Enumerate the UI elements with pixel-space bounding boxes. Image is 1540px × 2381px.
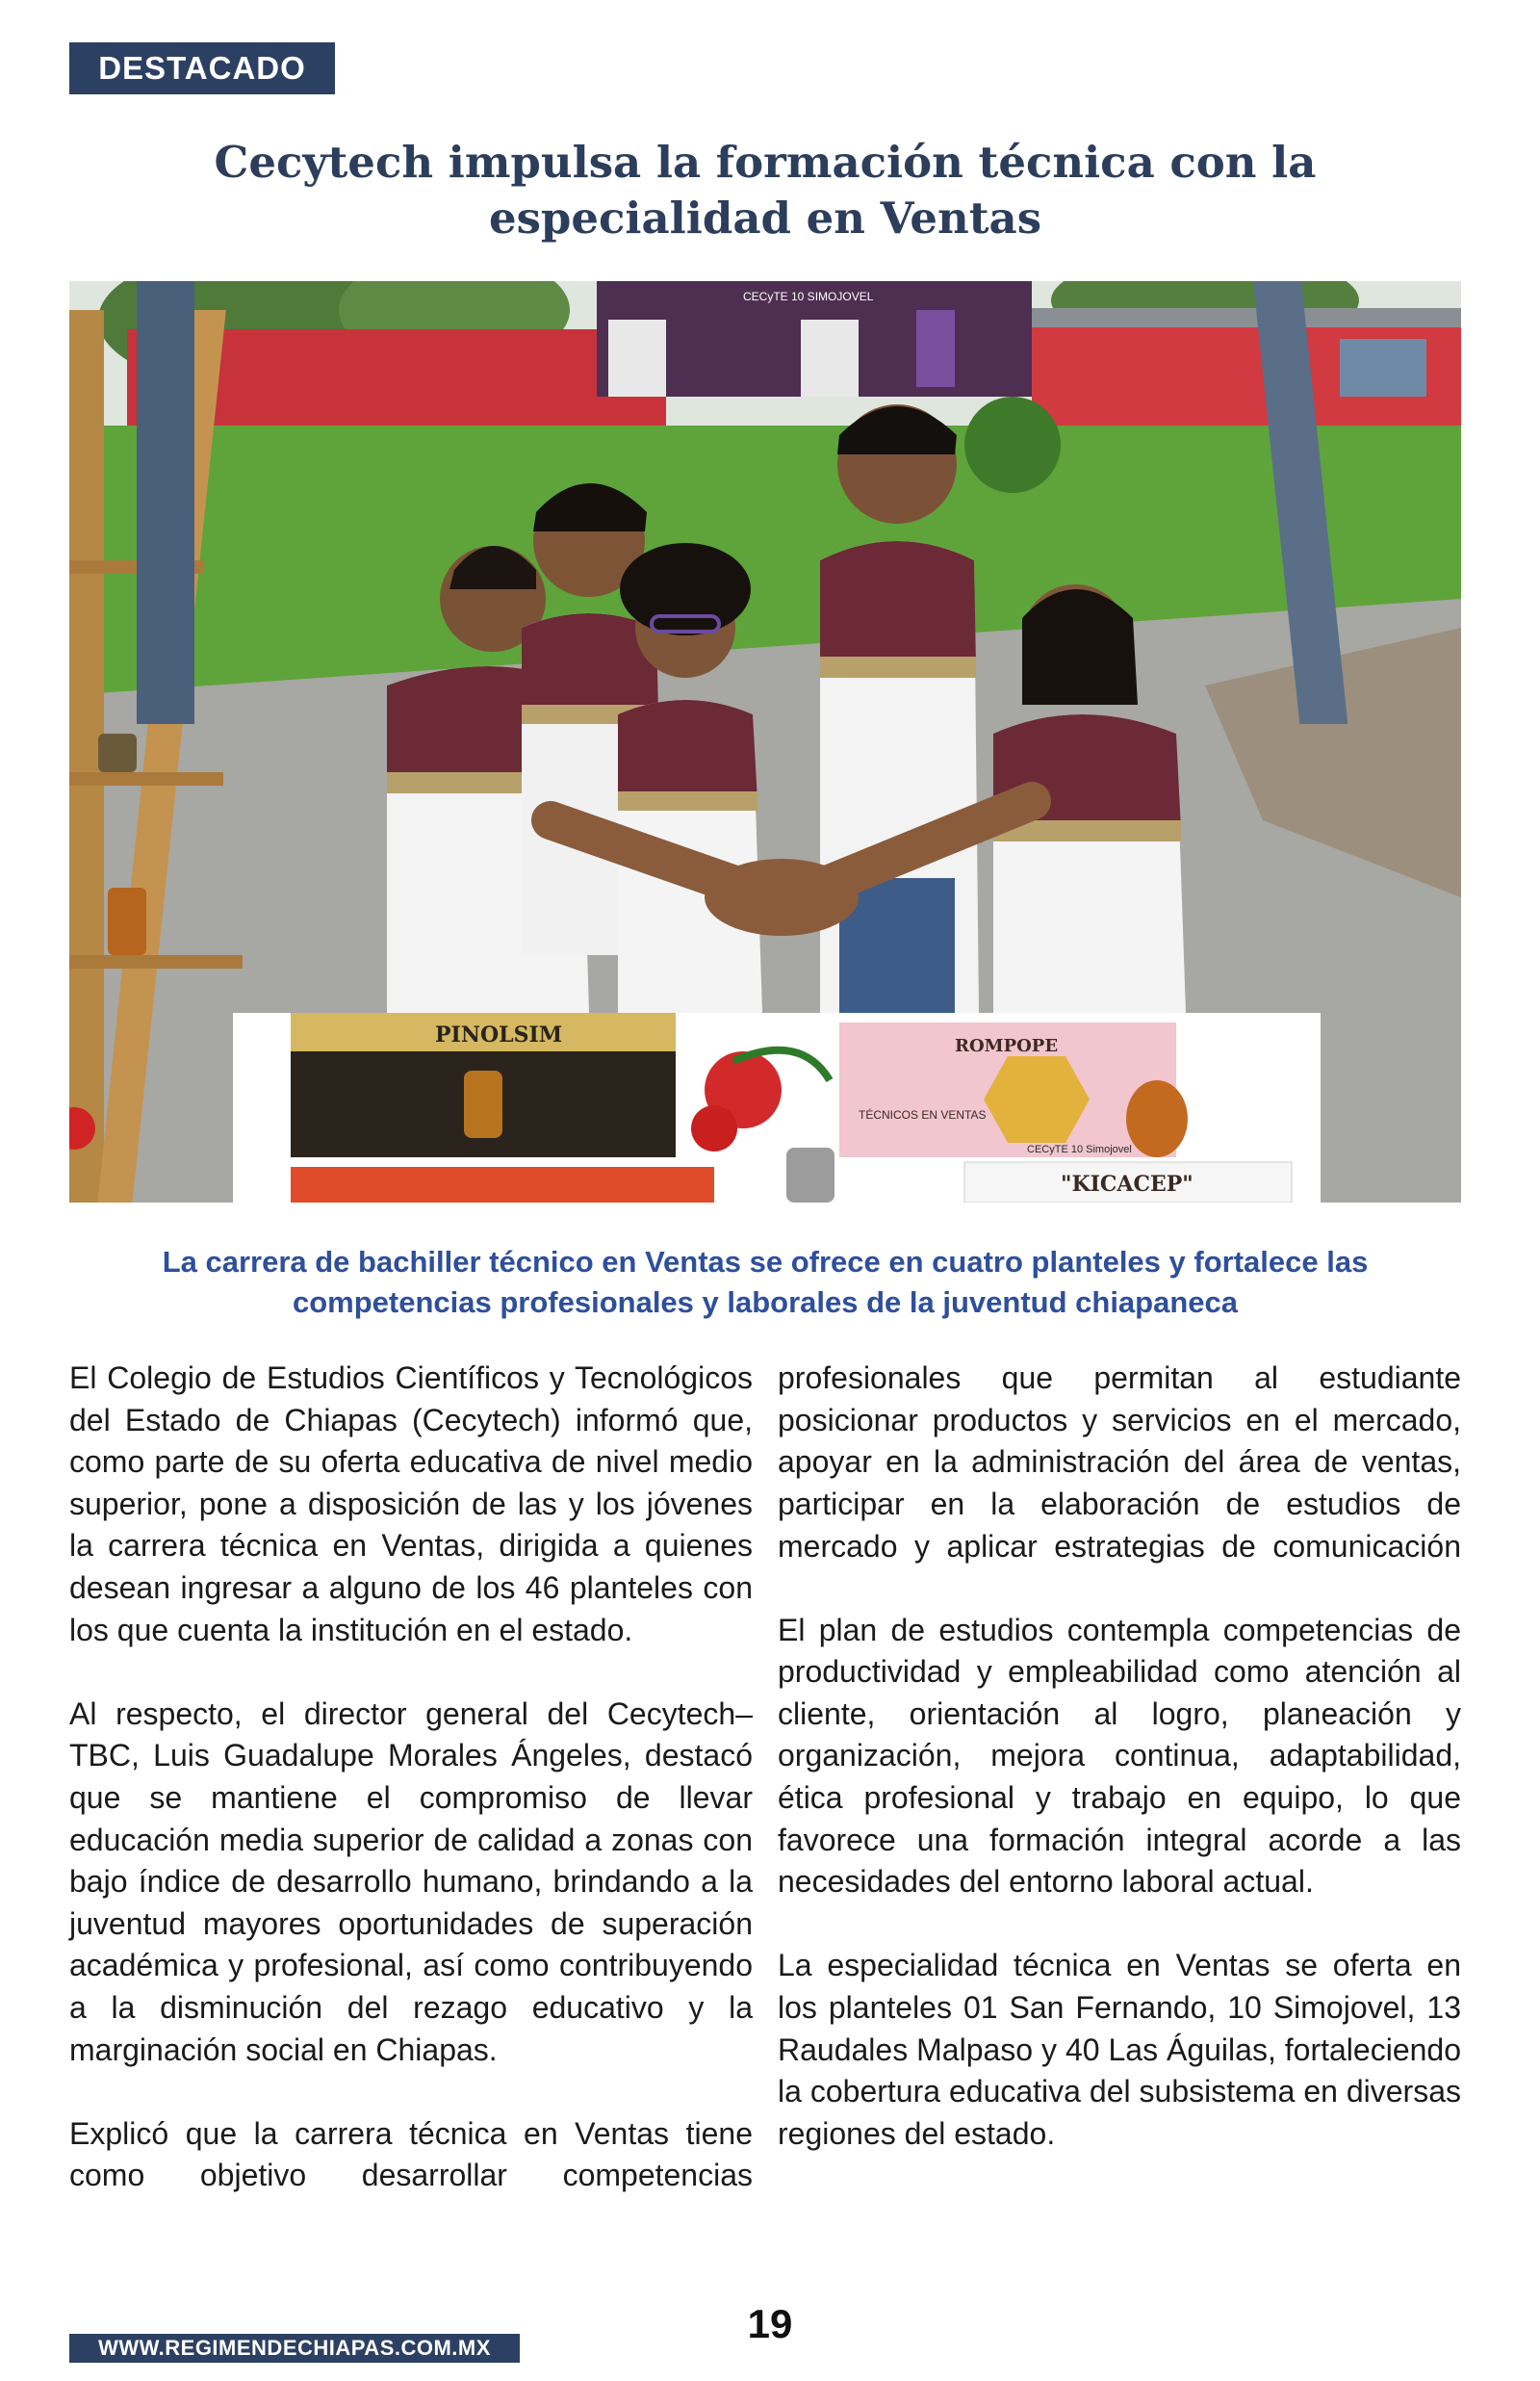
paragraph-3-text: Explicó que la carrera técnica en Ventas tiene como objetivo desarrollar competencias [69,2115,753,2193]
paragraph-3-continued [778,1358,1461,1567]
article-photo [69,281,1461,1203]
sign-cecyte: CECyTE 10 Simojovel [1027,1144,1132,1155]
section-tag: DESTACADO [69,42,335,94]
paragraph-2: Al respecto, el director general del Cecytech–TBC, Luis Guadalupe Morales Ángeles, destacó que se mantiene el compromiso de llevar educación media superior de calidad a zonas con bajo índice de desarrollo humano, brindando a la juventud mayores oportunidades de superación académica y profesional, así como contribuyendo a la disminución del rezago educativo y la marginación social en Chiapas. [69,1695,753,2067]
paragraph-4: El plan de estudios contempla competencias de productividad y empleabilidad como atención al cliente, orientación al logro, planeación y organización, mejora continua, adaptabilidad, ética profesional y trabajo en equipo, lo que favorece una formación integral acorde a las necesidades del entorno laboral actual. [778,1612,1461,1900]
paragraph-5: La especialidad técnica en Ventas se oferta en los planteles 01 San Fernando, 10 Simojovel, 13 Raudales Malpaso y 40 Las Águilas, fortaleciendo la cobertura educativa del subsistema en diversas regiones del estado. [778,1948,1461,2151]
photo-caption-subtitle: La carrera de bachiller técnico en Ventas se ofrece en cuatro planteles y fortalece las competencias profesionales y laborales de la juventud chiapaneca [162,1245,1369,1319]
page-number: 19 [747,2301,793,2346]
article-column-right [778,1358,1461,2197]
sign-rompope: ROMPOPE [955,1036,1059,1056]
paragraph-3-continued-text: profesionales que permitan al estudiante posicionar productos y servicios en el mercado, apoyar en la administración del área de ventas, participar en la elaboración de estudios de mercado y aplicar estrategias de comunicación [778,1360,1461,1564]
banner-text: CECyTE 10 SIMOJOVEL [743,290,874,303]
paragraph-1: El Colegio de Estudios Científicos y Tecnológicos del Estado de Chiapas (Cecytech) informó que, como parte de su oferta educativa de nivel medio superior, pone a disposición de las y los jóvenes la carrera técnica en Ventas, dirigida a quienes desean ingresar a alguno de los 46 planteles con los que cuenta la institución en el estado. [69,1360,753,1647]
sign-tecnicos: TÉCNICOS EN VENTAS [859,1108,987,1122]
sign-pinolsim: PINOLSIM [435,1022,563,1048]
footer-website-url[interactable]: WWW.REGIMENDECHIAPAS.COM.MX [69,2334,520,2363]
sign-kicacep: "KICACEP" [1061,1172,1194,1197]
article-column-left [69,1358,753,2197]
headline: Cecytech impulsa la formación técnica con la especialidad en Ventas [214,137,1317,244]
paragraph-3 [69,2113,753,2197]
